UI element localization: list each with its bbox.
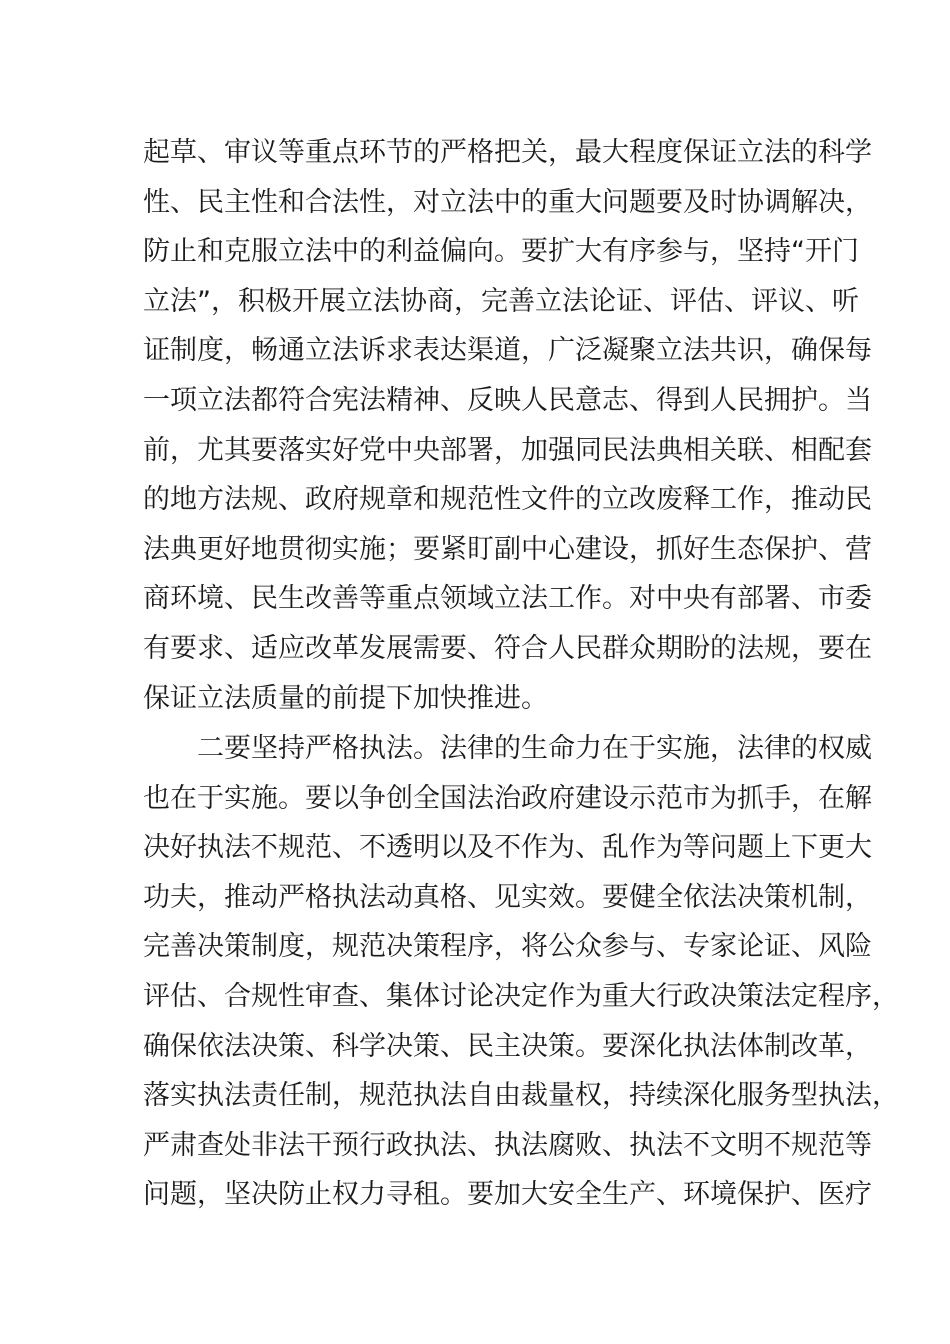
text-line: 前，尤其要落实好党中央部署，加强同民法典相关联、相配套 xyxy=(143,434,872,466)
paragraph-law-enforcement xyxy=(143,724,899,1220)
text-line: 也在于实施。要以争创全国法治政府建设示范市为抓手，在解 xyxy=(143,782,872,814)
text-line: 功夫，推动严格执法动真格、见实效。要健全依法决策机制， xyxy=(143,881,872,913)
text-line: 立法”，积极开展立法协商，完善立法论证、评估、评议、听 xyxy=(143,285,859,317)
text-line: 有要求、适应改革发展需要、符合人民群众期盼的法规，要在 xyxy=(143,632,872,664)
text-line: 问题，坚决防止权力寻租。要加大安全生产、环境保护、医疗 xyxy=(143,1179,872,1211)
text-line: 法典更好地贯彻实施；要紧盯副中心建设，抓好生态保护、营 xyxy=(143,533,872,565)
text-line: 保证立法质量的前提下加快推进。 xyxy=(143,682,548,714)
text-line: 一项立法都符合宪法精神、反映人民意志、得到人民拥护。当 xyxy=(143,384,872,416)
text-line: 防止和克服立法中的利益偏向。要扩大有序参与，坚持“开门 xyxy=(143,236,859,268)
text-line: 性、民主性和合法性，对立法中的重大问题要及时协调解决， xyxy=(143,186,872,218)
text-line: 起草、审议等重点环节的严格把关，最大程度保证立法的科学 xyxy=(143,137,872,168)
text-line: 完善决策制度，规范决策程序，将公众参与、专家论证、风险 xyxy=(143,931,872,963)
text-line: 确保依法决策、科学决策、民主决策。要深化执法体制改革， xyxy=(143,1030,872,1062)
text-line: 商环境、民生改善等重点领域立法工作。对中央有部署、市委 xyxy=(143,583,872,615)
text-line: 严肃查处非法干预行政执法、执法腐败、执法不文明不规范等 xyxy=(143,1129,872,1161)
text-line: 评估、合规性审查、集体讨论决定作为重大行政决策法定程序， xyxy=(143,980,899,1012)
text-line: 二要坚持严格执法。法律的生命力在于实施，法律的权威 xyxy=(197,733,872,764)
text-line: 落实执法责任制，规范执法自由裁量权，持续深化服务型执法， xyxy=(143,1080,899,1112)
text-line: 的地方法规、政府规章和规范性文件的立改废释工作，推动民 xyxy=(143,484,872,516)
text-line: 证制度，畅通立法诉求表达渠道，广泛凝聚立法共识，确保每 xyxy=(143,335,872,367)
paragraph-legislation xyxy=(143,128,872,723)
text-line: 决好执法不规范、不透明以及不作为、乱作为等问题上下更大 xyxy=(143,832,872,864)
